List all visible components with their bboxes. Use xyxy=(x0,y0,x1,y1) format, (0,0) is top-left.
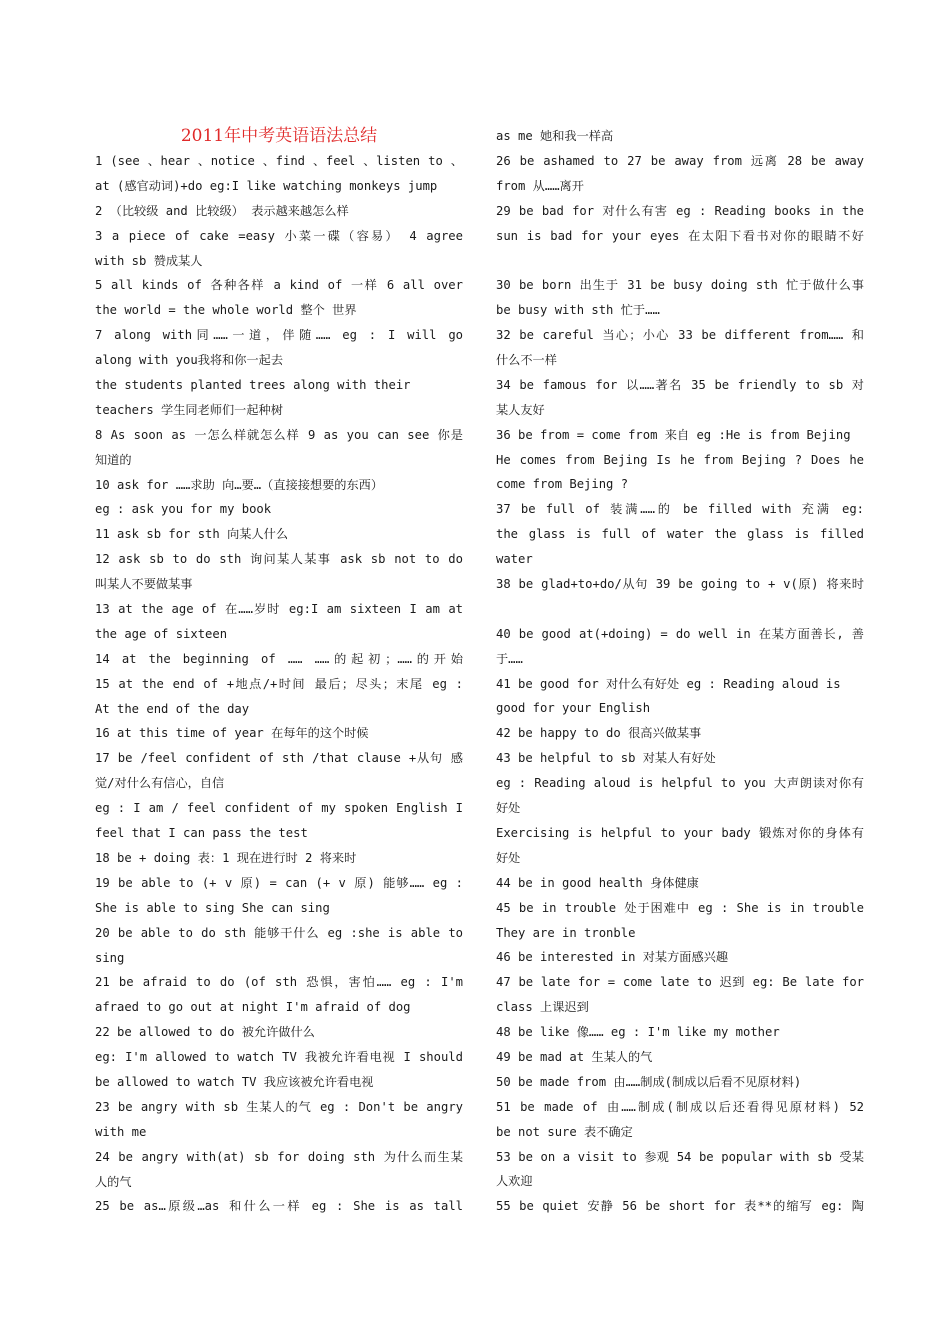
text-line: Exercising is helpful to your bady 锻炼对你的身体有 xyxy=(496,825,864,840)
text-line: be busy with sth 忙于…… xyxy=(496,303,660,318)
text-line: 16 at this time of year 在每年的这个时候 xyxy=(95,726,369,741)
text-line: the world = the whole world 整个 世界 xyxy=(95,303,357,318)
text-line: 好处 xyxy=(496,801,521,816)
text-line: eg: I'm allowed to watch TV 我被允许看电视 I should xyxy=(95,1050,463,1065)
text-line: the glass is full of water the glass is filled xyxy=(496,527,864,542)
text-line: 29 be bad for 对什么有害 eg : Reading books in the xyxy=(496,203,864,218)
text-line: water xyxy=(496,552,533,567)
text-line: sun is bad for your eyes 在太阳下看书对你的眼睛不好 xyxy=(496,228,864,243)
text-line: 1 (see 、hear 、notice 、find 、feel 、listen to 、 xyxy=(95,154,463,168)
text-line: 知道的 xyxy=(95,452,132,467)
text-line: be allowed to watch TV 我应该被允许看电视 xyxy=(95,1074,374,1089)
text-line: come from Bejing ? xyxy=(496,477,629,492)
text-line: 44 be in good health 身体健康 xyxy=(496,875,699,890)
text-line: 于…… xyxy=(496,651,523,666)
document-title: 2011年中考英语语法总结 xyxy=(180,126,378,146)
text-line: 34 be famous for 以……著名 35 be friendly to sb 对 xyxy=(496,377,864,392)
text-line: the students planted trees along with their xyxy=(95,378,411,393)
text-line: 37 be full of 装满……的 be filled with 充满 eg: xyxy=(496,502,864,517)
text-line: 55 be quiet 安静 56 be short for 表**的缩写 eg: 陶 xyxy=(496,1199,864,1214)
text-line: eg : ask you for my book xyxy=(95,502,272,517)
text-line: 51 be made of 由……制成(制成以后还看得见原材料) 52 xyxy=(496,1099,864,1114)
text-line: at (感官动词)+do eg:I like watching monkeys jump xyxy=(95,178,438,193)
text-line: 46 be interested in 对某方面感兴趣 xyxy=(496,950,729,965)
text-line: 49 be mad at 生某人的气 xyxy=(496,1049,653,1064)
text-line: 14 at the beginning of …… ……的起初；……的开始 xyxy=(95,651,463,666)
text-line: They are in tronble xyxy=(496,925,636,940)
text-line: 19 be able to (+ v 原) = can (+ v 原) 能够…… eg : xyxy=(95,875,463,890)
text-line: be not sure 表不确定 xyxy=(496,1124,633,1139)
text-line: 18 be + doing 表：1 现在进行时 2 将来时 xyxy=(95,850,357,865)
text-line: 12 ask sb to do sth 询问某人某事 ask sb not to do xyxy=(95,552,463,567)
text-line: 2 （比较级 and 比较级） 表示越来越怎么样 xyxy=(95,203,349,218)
text-line: 11 ask sb for sth 向某人什么 xyxy=(95,527,289,542)
text-line: eg : I am / feel confident of my spoken English I xyxy=(95,801,463,816)
text-line: At the end of the day xyxy=(95,701,250,716)
text-line: 17 be /feel confident of sth /that clause +从句 感 xyxy=(95,751,463,766)
text-line: 48 be like 像…… eg : I'm like my mother xyxy=(496,1025,780,1040)
text-line: class 上课迟到 xyxy=(496,1000,589,1015)
text-line: 7 along with同……一道，伴随…… eg : I will go xyxy=(95,328,463,343)
text-line: with me xyxy=(95,1124,147,1139)
text-line: afraed to go out at night I'm afraid of dog xyxy=(95,1000,411,1015)
text-line: 47 be late for = come late to 迟到 eg: Be late for xyxy=(496,975,864,990)
text-line: 45 be in trouble 处于困难中 eg : She is in trouble xyxy=(496,900,864,915)
text-line xyxy=(496,597,864,622)
text-line: 26 be ashamed to 27 be away from 远离 28 be away xyxy=(496,153,864,168)
text-line: 50 be made from 由……制成(制成以后看不见原材料) xyxy=(496,1074,802,1089)
text-line: He comes from Bejing Is he from Bejing ? Does he xyxy=(496,452,864,467)
text-line: 10 ask for ……求助 向…要…（直接接想要的东西） xyxy=(95,477,384,492)
text-line: 5 all kinds of 各种各样 a kind of 一样 6 all over xyxy=(95,278,463,293)
text-line: 22 be allowed to do 被允许做什么 xyxy=(95,1025,315,1040)
text-line: 人欢迎 xyxy=(496,1174,533,1189)
text-line: with sb 赞成某人 xyxy=(95,253,203,268)
text-line: from 从……离开 xyxy=(496,178,584,193)
text-line: 53 be on a visit to 参观 54 be popular with sb 受某 xyxy=(496,1149,864,1164)
text-line: 38 be glad+to+do/从句 39 be going to + v(原) 将来时 xyxy=(496,577,864,592)
left-column xyxy=(95,149,463,1219)
text-line: 20 be able to do sth 能够干什么 eg :she is able to xyxy=(95,925,463,940)
text-line: 什么不一样 xyxy=(496,353,557,368)
text-line: 15 at the end of +地点/+时间 最后；尽头；末尾 eg : xyxy=(95,676,463,691)
text-line: 40 be good at(+doing) = do well in 在某方面善长, 善 xyxy=(496,626,864,641)
text-line: as me 她和我一样高 xyxy=(496,129,614,143)
text-line: sing xyxy=(95,950,125,965)
text-line: teachers 学生同老师们一起种树 xyxy=(95,402,283,417)
text-line: eg : Reading aloud is helpful to you 大声朗读对你有 xyxy=(496,776,864,791)
text-line: 好处 xyxy=(496,850,521,865)
text-line: good for your English xyxy=(496,701,651,716)
text-line: She is able to sing She can sing xyxy=(95,900,330,915)
text-line: along with you我将和你一起去 xyxy=(95,353,284,368)
text-line: 觉/对什么有信心，自信 xyxy=(95,776,225,791)
text-line: 24 be angry with(at) sb for doing sth 为什么而生某 xyxy=(95,1149,463,1164)
text-line: 13 at the age of 在……岁时 eg:I am sixteen I am at xyxy=(95,602,463,617)
text-line: 叫某人不要做某事 xyxy=(95,577,193,592)
text-line: 32 be careful 当心；小心 33 be different from…… 和 xyxy=(496,328,864,343)
text-line: 人的气 xyxy=(95,1174,132,1189)
text-line xyxy=(496,248,864,273)
text-line: 21 be afraid to do (of sth 恐惧，害怕…… eg : I'm xyxy=(95,975,463,990)
text-line: 25 be as…原级…as 和什么一样 eg : She is as tall xyxy=(95,1199,463,1214)
right-column xyxy=(496,124,864,1219)
text-line: 3 a piece of cake =easy 小菜一碟（容易） 4 agree xyxy=(95,228,463,243)
text-line: 43 be helpful to sb 对某人有好处 xyxy=(496,751,716,766)
text-line: the age of sixteen xyxy=(95,626,228,641)
text-line: 36 be from = come from 来自 eg :He is from Bejing xyxy=(496,427,851,442)
text-line: 8 As soon as 一怎么样就怎么样 9 as you can see 你是 xyxy=(95,427,463,442)
text-line: 30 be born 出生于 31 be busy doing sth 忙于做什么事 xyxy=(496,278,864,293)
text-line: 41 be good for 对什么有好处 eg : Reading aloud is xyxy=(496,676,841,691)
text-line: 23 be angry with sb 生某人的气 eg : Don't be angry xyxy=(95,1099,463,1114)
text-line: feel that I can pass the test xyxy=(95,826,308,841)
text-line: 42 be happy to do 很高兴做某事 xyxy=(496,726,702,741)
text-line: 某人友好 xyxy=(496,402,545,417)
